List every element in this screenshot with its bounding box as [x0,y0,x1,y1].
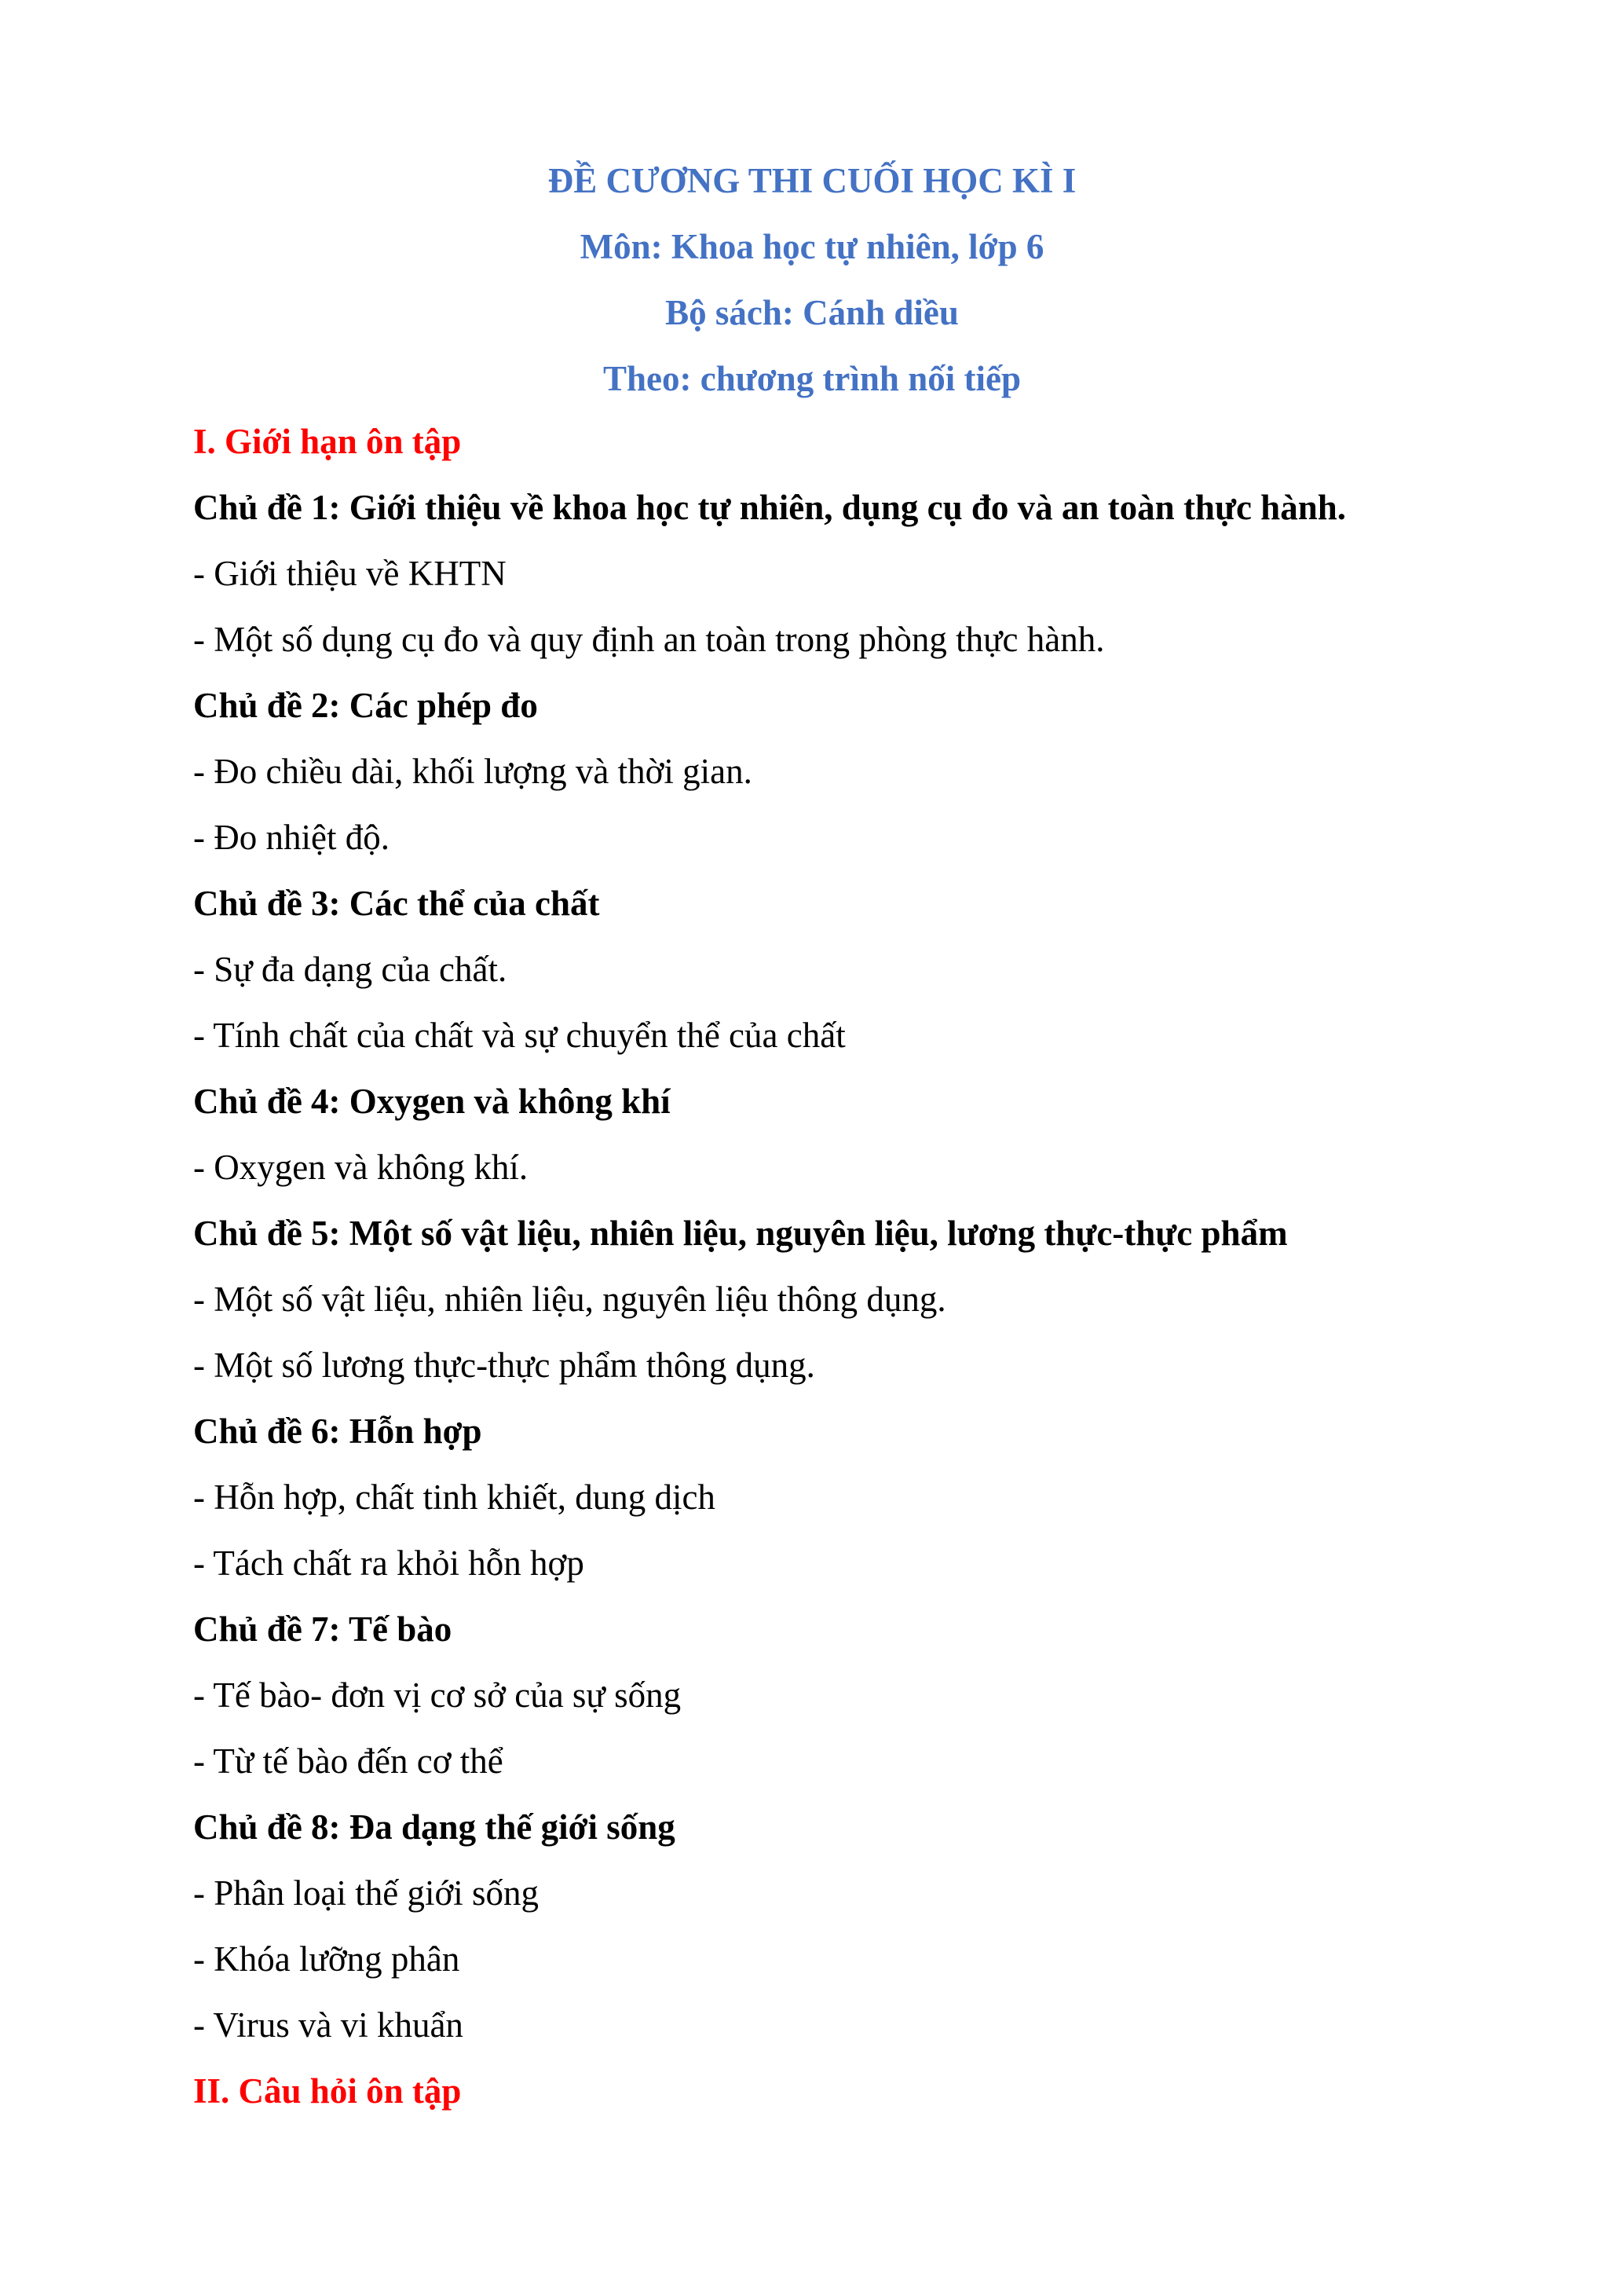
book-line: Bộ sách: Cánh diều [665,293,959,332]
topic-3-title: Chủ đề 3: Các thể của chất [193,884,600,923]
topic-1-title: Chủ đề 1: Giới thiệu về khoa học tự nhiên, dụng cụ đo và an toàn thực hành. [193,488,1347,527]
document-body [193,408,1450,2124]
section-1-title: I. Giới hạn ôn tập [193,422,462,461]
topic-7-title: Chủ đề 7: Tế bào [193,1609,452,1649]
topic-2-item: - Đo nhiệt độ. [193,818,390,857]
document-title: ĐỀ CƯƠNG THI CUỐI HỌC KÌ I [547,161,1077,200]
topic-3-item: - Tính chất của chất và sự chuyển thể của chất [193,1016,846,1055]
section-2-title: II. Câu hỏi ôn tập [193,2071,462,2111]
document-header [0,148,1624,412]
topic-2-title: Chủ đề 2: Các phép đo [193,686,538,725]
topic-5-item: - Một số lương thực-thực phẩm thông dụng. [193,1346,815,1385]
topic-1-item: - Một số dụng cụ đo và quy định an toàn trong phòng thực hành. [193,620,1105,659]
topic-4-title: Chủ đề 4: Oxygen và không khí [193,1082,671,1121]
topic-8-title: Chủ đề 8: Đa dạng thế giới sống [193,1807,675,1847]
subject-line: Môn: Khoa học tự nhiên, lớp 6 [580,227,1044,266]
topic-8-item: - Khóa lưỡng phân [193,1939,460,1979]
topic-7-item: - Tế bào- đơn vị cơ sở của sự sống [193,1675,682,1715]
topic-6-title: Chủ đề 6: Hỗn hợp [193,1412,482,1451]
topic-6-item: - Tách chất ra khỏi hỗn hợp [193,1543,584,1583]
topic-1-item: - Giới thiệu về KHTN [193,554,507,593]
topic-6-item: - Hỗn hợp, chất tinh khiết, dung dịch [193,1478,715,1517]
topic-5-title: Chủ đề 5: Một số vật liệu, nhiên liệu, nguyên liệu, lương thực-thực phẩm [193,1214,1288,1253]
topic-4-item: - Oxygen và không khí. [193,1148,529,1187]
topic-3-item: - Sự đa dạng của chất. [193,950,507,989]
topic-8-item: - Phân loại thế giới sống [193,1873,540,1913]
topic-7-item: - Từ tế bào đến cơ thể [193,1741,503,1781]
topic-8-item: - Virus và vi khuẩn [193,2005,463,2045]
topic-5-item: - Một số vật liệu, nhiên liệu, nguyên liệu thông dụng. [193,1280,946,1319]
topic-2-item: - Đo chiều dài, khối lượng và thời gian. [193,752,752,791]
program-line: Theo: chương trình nối tiếp [603,359,1021,398]
